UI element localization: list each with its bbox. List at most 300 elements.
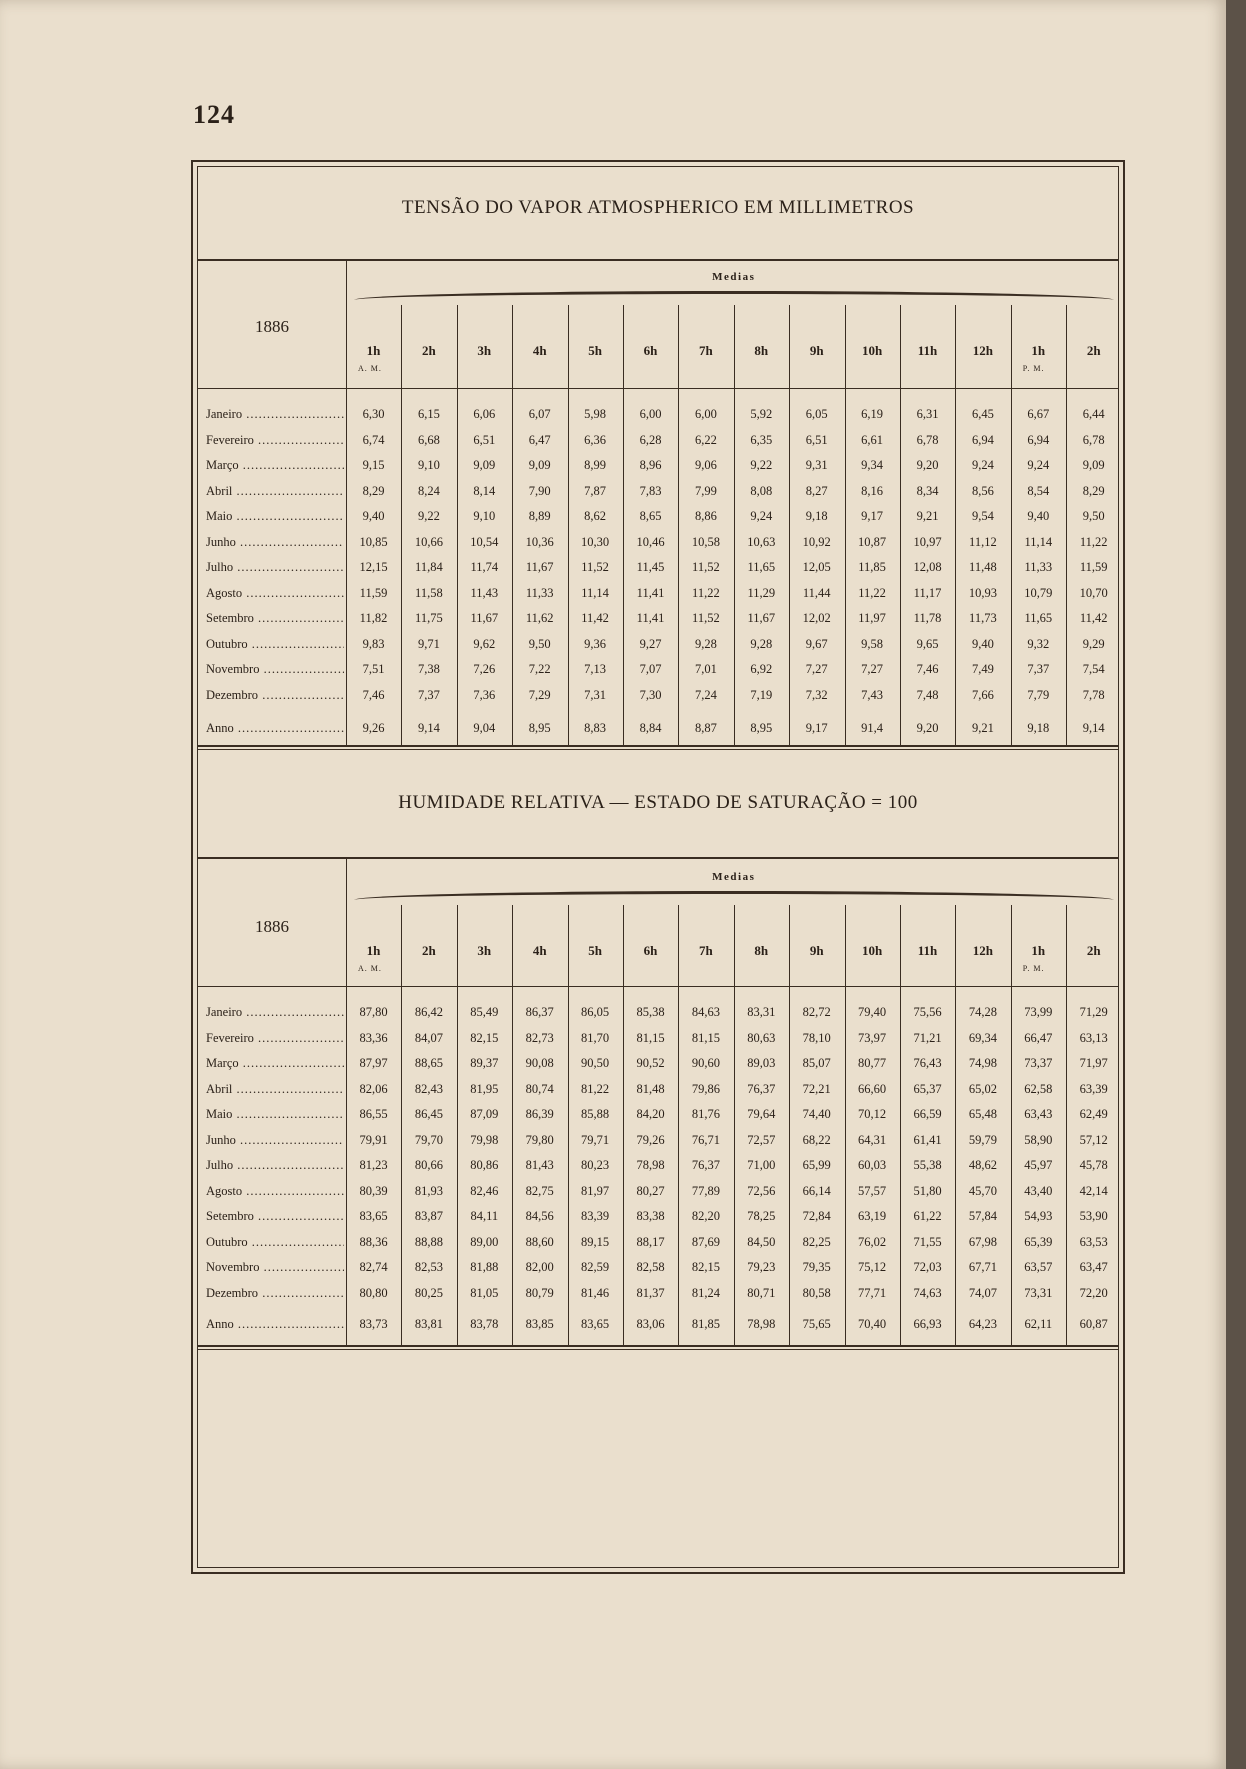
table-cell: 6,30 [362,407,385,421]
table-cell: 82,53 [414,1260,443,1274]
table-cell: 9,17 [861,509,884,523]
table-cell: 64,23 [968,1317,997,1331]
table-cell: 7,43 [861,687,884,702]
table-cell: 80,58 [802,1285,831,1300]
table-cell: 59,79 [968,1132,997,1147]
table-cell: 83,78 [470,1317,499,1331]
table-cell: 9,34 [861,458,884,472]
table-cell: 76,37 [747,1081,776,1096]
table-cell: 9,14 [417,721,440,735]
table-cell: 88,65 [414,1056,443,1070]
table-cell: 10,63 [747,534,776,549]
table-cell: 11,41 [636,611,665,625]
table-cell: 85,38 [636,1005,665,1019]
table-cell: 82,75 [525,1183,554,1198]
table-cell: 80,27 [636,1183,665,1198]
table-cell: 6,51 [805,432,828,447]
table-cell: 7,19 [750,687,773,702]
table-cell: 10,85 [359,534,388,549]
month-label: Fevereiro ..... [206,1031,344,1046]
table-cell: 77,89 [691,1183,720,1198]
table-cell: 72,84 [802,1209,831,1223]
table-cell: 6,15 [417,407,440,421]
hour-header: 7h [699,343,713,358]
table-cell: 6,92 [750,662,773,676]
table-cell: 6,00 [694,407,717,421]
header-bottom-rule [198,986,1118,987]
table-cell: 43,40 [1024,1183,1053,1198]
table-cell: 80,86 [470,1158,499,1172]
table-cell: 82,43 [414,1081,443,1096]
table-cell: 81,95 [470,1081,499,1096]
medias-label: Medias [712,871,756,883]
table-cell: 10,58 [691,534,720,549]
page-number: 124 [193,100,235,129]
table-cell: 8,27 [805,483,828,498]
am-label: A. M. [358,964,382,973]
table-cell: 11,48 [969,560,997,574]
table-cell: 80,71 [747,1285,776,1300]
table-cell: 8,96 [639,458,662,472]
table-cell: 84,07 [414,1030,443,1045]
header-bottom-rule [198,388,1118,389]
table-cell: 8,14 [473,483,496,498]
table-cell: 8,99 [584,458,607,472]
table-cell: 78,25 [747,1209,776,1223]
table-cell: 9,32 [1027,636,1050,651]
table-cell: 9,10 [417,458,440,472]
table-cell: 8,65 [639,509,662,523]
table-cell: 72,03 [913,1260,942,1274]
table-cell: 74,98 [968,1056,997,1070]
table-cell: 79,64 [747,1107,776,1121]
pm-label: P. M. [1022,964,1045,973]
table-cell: 6,05 [805,407,828,421]
table-cell: 10,93 [968,585,997,600]
table-cell: 83,73 [359,1317,388,1331]
table-cell: 6,31 [916,407,939,421]
table-cell: 8,08 [750,483,773,498]
table-cell: 9,54 [971,509,994,523]
table-cell: 6,44 [1082,407,1105,421]
table-cell: 86,37 [525,1005,554,1019]
table-cell: 76,71 [691,1132,720,1147]
table-cell: 74,40 [802,1107,831,1121]
table-cell: 84,63 [691,1005,720,1019]
table-cell: 79,91 [359,1132,388,1147]
table-cell: 10,30 [581,534,610,549]
table-cell: 78,10 [802,1030,831,1045]
table-cell: 9,22 [417,509,440,523]
table-cell: 80,77 [858,1056,887,1070]
table-cell: 6,19 [861,407,884,421]
table-cell: 73,37 [1024,1056,1053,1070]
table-cell: 6,06 [473,407,496,421]
table-cell: 81,88 [470,1260,499,1274]
hour-header: 5h [588,343,602,358]
month-label: Março ..... [206,458,344,473]
table-cell: 90,08 [525,1056,554,1070]
table-cell: 11,45 [636,560,665,574]
table-cell: 63,43 [1024,1107,1053,1121]
table-cell: 5,98 [584,407,607,421]
table-cell: 7,27 [805,662,828,676]
table-cell: 82,46 [470,1183,499,1198]
hour-header: 4h [532,943,547,958]
table-cell: 89,03 [747,1056,776,1070]
table-cell: 11,29 [747,585,776,600]
year-total-label: Anno ..... [206,721,344,736]
table-cell: 5,92 [750,407,773,421]
am-label: A. M. [358,364,382,373]
table-title: HUMIDADE RELATIVA — ESTADO DE SATURAÇÃO = 100 [398,792,918,813]
table-cell: 72,57 [747,1132,776,1147]
table-bottom-rule [198,745,1118,747]
month-label: Dezembro ..... [206,688,344,703]
table-cell: 81,43 [525,1158,554,1172]
table-cell: 7,32 [805,687,828,702]
table-cell: 11,17 [913,585,942,600]
table-cell: 61,22 [913,1209,942,1223]
table-cell: 66,47 [1024,1030,1053,1045]
table-cell: 81,76 [691,1107,720,1121]
table-cell: 78,98 [747,1317,776,1331]
table-cell: 6,35 [750,432,773,447]
table-cell: 65,39 [1024,1234,1053,1249]
table-cell: 77,71 [858,1285,887,1300]
table-cell: 7,37 [417,687,440,702]
table-cell: 66,93 [913,1317,942,1331]
table-cell: 81,85 [691,1317,720,1331]
table-cell: 11,67 [470,611,499,625]
hour-header: 1h [366,343,381,358]
table-cell: 82,15 [691,1260,720,1274]
table-cell: 6,28 [639,432,662,447]
table-cell: 8,54 [1027,483,1050,498]
pm-label: P. M. [1022,364,1045,373]
table-cell: 82,06 [359,1081,388,1096]
table-cell: 71,55 [913,1234,942,1249]
table-cell: 8,56 [971,483,994,498]
table-cell: 10,79 [1024,585,1053,600]
table-cell: 10,87 [858,534,887,549]
hour-header: 12h [972,343,993,358]
hour-header: 10h [861,943,883,958]
table-cell: 7,24 [694,687,717,702]
table-cell: 87,97 [359,1056,388,1070]
table-cell: 9,28 [694,636,717,651]
table-cell: 10,36 [525,534,554,549]
month-label: Janeiro ..... [206,1005,344,1020]
table-cell: 12,08 [913,560,942,574]
table-cell: 9,40 [971,636,994,651]
table-cell: 79,23 [747,1260,776,1274]
table-cell: 79,35 [802,1260,831,1274]
table-cell: 10,70 [1079,585,1108,600]
hour-header: 2h [422,343,436,358]
table-cell: 8,34 [916,483,939,498]
table-cell: 9,24 [750,509,773,523]
table-cell: 87,69 [691,1234,720,1249]
table-cell: 75,12 [858,1260,887,1274]
table-cell: 9,26 [362,721,385,735]
table-cell: 79,80 [525,1132,554,1147]
table-cell: 11,14 [1024,534,1053,549]
table-cell: 80,74 [525,1081,554,1096]
table-cell: 60,87 [1079,1317,1108,1331]
table-cell: 45,78 [1079,1158,1108,1172]
table-cell: 70,40 [858,1317,887,1331]
table-cell: 42,14 [1079,1183,1108,1198]
table-cell: 11,97 [858,611,886,625]
table-cell: 65,02 [968,1081,997,1096]
table-cell: 8,29 [362,483,385,498]
table-cell: 85,07 [802,1056,831,1070]
table-cell: 9,27 [639,636,662,651]
table-cell: 7,46 [362,687,385,702]
table-cell: 87,09 [470,1107,499,1121]
table-bottom-rule [198,1349,1118,1350]
table-cell: 88,17 [636,1234,665,1249]
table-cell: 7,66 [971,687,994,702]
table-cell: 7,54 [1082,662,1105,676]
table-cell: 9,21 [971,721,994,735]
table-cell: 80,23 [581,1158,610,1172]
table-cell: 7,46 [916,662,939,676]
table-cell: 9,71 [417,636,440,651]
table-cell: 6,22 [694,432,717,447]
table-cell: 80,25 [414,1285,443,1300]
table-cell: 64,31 [858,1132,887,1147]
table-cell: 9,40 [362,509,385,523]
table-cell: 9,04 [473,721,496,735]
table-cell: 9,40 [1027,509,1050,523]
table-cell: 90,60 [691,1056,720,1070]
table-cell: 80,66 [414,1158,443,1172]
table-cell: 62,58 [1024,1081,1053,1096]
table-cell: 11,59 [359,585,388,600]
table-cell: 9,10 [473,509,496,523]
table-cell: 11,75 [415,611,443,625]
table-cell: 11,82 [359,611,388,625]
hour-header: 6h [643,943,658,958]
table-cell: 6,94 [1027,432,1050,447]
table-cell: 11,52 [692,611,720,625]
table-cell: 81,15 [636,1030,665,1045]
table-cell: 9,28 [750,636,773,651]
table-cell: 9,58 [861,636,884,651]
table-cell: 6,47 [528,432,551,447]
table-cell: 70,12 [858,1107,887,1121]
table-cell: 11,73 [969,611,997,625]
table-cell: 11,67 [747,611,776,625]
table-cell: 79,71 [581,1132,610,1147]
table-cell: 81,05 [470,1285,499,1300]
month-label: Março ..... [206,1056,344,1071]
table-cell: 82,73 [525,1030,554,1045]
table-cell: 72,56 [747,1183,776,1198]
table-cell: 86,55 [359,1107,388,1121]
table-cell: 55,38 [913,1158,942,1172]
table-cell: 71,29 [1079,1005,1108,1019]
hour-header: 2h [1086,943,1101,958]
table-cell: 79,26 [636,1132,665,1147]
month-label: Dezembro ..... [206,1286,344,1301]
table-bottom-rule [198,1345,1118,1347]
table-cell: 6,74 [362,432,385,447]
header-rule [198,857,1118,859]
table-cell: 9,09 [1082,458,1105,472]
table-cell: 72,20 [1079,1285,1108,1300]
table-cell: 9,65 [916,636,939,651]
table-cell: 11,43 [470,585,499,600]
table-cell: 73,99 [1024,1005,1053,1019]
table-cell: 48,62 [968,1158,997,1172]
table-cell: 12,05 [802,560,831,574]
hour-header: 2h [422,943,436,958]
table-cell: 83,85 [525,1317,554,1331]
table-cell: 11,52 [692,560,720,574]
hour-header: 11h [917,943,938,958]
hour-header: 12h [972,943,993,958]
hour-header: 1h [1031,343,1046,358]
table-cell: 83,65 [581,1317,610,1331]
table-cell: 7,78 [1082,687,1105,702]
table-cell: 11,85 [858,560,886,574]
table-cell: 7,31 [584,687,607,702]
table-cell: 8,87 [694,721,717,735]
table-cell: 89,15 [581,1234,610,1249]
month-label: Maio ..... [206,509,344,524]
table-cell: 7,13 [584,662,607,676]
table-cell: 11,14 [581,585,609,600]
table-cell: 8,24 [417,483,440,498]
table-cell: 75,65 [802,1317,831,1331]
table-cell: 6,36 [584,432,607,447]
table-cell: 7,79 [1027,687,1050,702]
hour-header: 2h [1086,343,1101,358]
table-cell: 76,43 [913,1056,942,1070]
hour-header: 5h [588,943,602,958]
table-cell: 82,74 [359,1260,388,1274]
table-cell: 9,14 [1082,721,1105,735]
year-label: 1886 [255,317,289,336]
hour-header: 4h [532,343,547,358]
table-cell: 62,11 [1024,1317,1053,1331]
table-cell: 8,29 [1082,483,1105,498]
table-cell: 75,56 [913,1005,942,1019]
table-cell: 11,59 [1079,560,1108,574]
table-cell: 45,70 [968,1183,997,1198]
table-cell: 86,05 [581,1005,610,1019]
table-cell: 7,90 [528,483,551,498]
table-cell: 84,11 [470,1209,499,1223]
table-cell: 85,49 [470,1005,499,1019]
hour-header: 9h [809,343,824,358]
table-cell: 6,94 [971,432,994,447]
table-bottom-rule [198,749,1118,750]
table-cell: 79,86 [691,1081,720,1096]
table-cell: 12,15 [359,560,388,574]
table-cell: 7,38 [417,662,440,676]
table-cell: 11,52 [581,560,609,574]
hour-header: 8h [754,943,769,958]
table-cell: 88,36 [359,1234,388,1249]
month-label: Abril ..... [206,1082,344,1097]
table-cell: 9,17 [805,721,828,735]
table-cell: 9,24 [971,458,994,472]
table-cell: 9,31 [805,458,828,472]
hour-header: 11h [917,343,938,358]
month-label: Abril ..... [206,484,344,499]
table-cell: 72,21 [802,1081,831,1096]
table-cell: 9,15 [362,458,385,472]
table-cell: 11,58 [415,585,443,600]
table-cell: 69,34 [968,1030,997,1045]
table-cell: 79,70 [414,1132,443,1147]
table-cell: 53,90 [1079,1209,1108,1223]
table-cell: 51,80 [913,1183,942,1198]
table-cell: 9,83 [362,636,385,651]
table-cell: 7,22 [528,662,551,676]
table-cell: 7,27 [861,662,884,676]
table-cell: 9,09 [528,458,551,472]
table-cell: 8,86 [694,509,717,523]
table-cell: 85,88 [581,1107,610,1121]
table-cell: 83,31 [747,1005,776,1019]
table-cell: 45,97 [1024,1158,1053,1172]
table-cell: 7,37 [1027,662,1050,676]
table-cell: 84,56 [525,1209,554,1223]
month-label: Setembro ..... [206,611,344,626]
table-cell: 89,00 [470,1234,499,1249]
table-cell: 89,37 [470,1056,499,1070]
table-cell: 9,18 [1027,721,1050,735]
table-cell: 67,71 [968,1260,997,1274]
table-cell: 74,63 [913,1285,942,1300]
tables-frame [191,160,1125,1574]
table-cell: 11,84 [415,560,443,574]
table-cell: 83,81 [414,1317,443,1331]
table-cell: 81,70 [581,1030,610,1045]
table-cell: 90,50 [581,1056,610,1070]
table-cell: 71,21 [913,1030,942,1045]
table-cell: 10,92 [802,534,831,549]
table-title: TENSÃO DO VAPOR ATMOSPHERICO EM MILLIMETROS [401,197,915,218]
hour-header: 7h [699,943,713,958]
header-rule [198,259,1118,261]
hour-header: 9h [809,943,824,958]
table-cell: 9,62 [473,636,496,651]
table-cell: 82,25 [802,1234,831,1249]
month-label: Julho ..... [206,1158,344,1173]
month-label: Outubro ..... [206,637,344,652]
table-cell: 83,65 [359,1209,388,1223]
tables-frame-inner [197,166,1119,1568]
medias-label: Medias [712,271,756,283]
table-cell: 8,95 [528,721,551,735]
table-cell: 76,37 [691,1158,720,1172]
table-cell: 79,40 [858,1005,887,1019]
table-cell: 83,36 [359,1030,388,1045]
month-label: Setembro ..... [206,1209,344,1224]
table-cell: 81,48 [636,1081,665,1096]
hour-header: 8h [754,343,769,358]
table-cell: 80,39 [359,1183,388,1198]
table-cell: 7,48 [916,687,939,702]
table-cell: 58,90 [1024,1132,1053,1147]
table-cell: 82,00 [525,1260,554,1274]
